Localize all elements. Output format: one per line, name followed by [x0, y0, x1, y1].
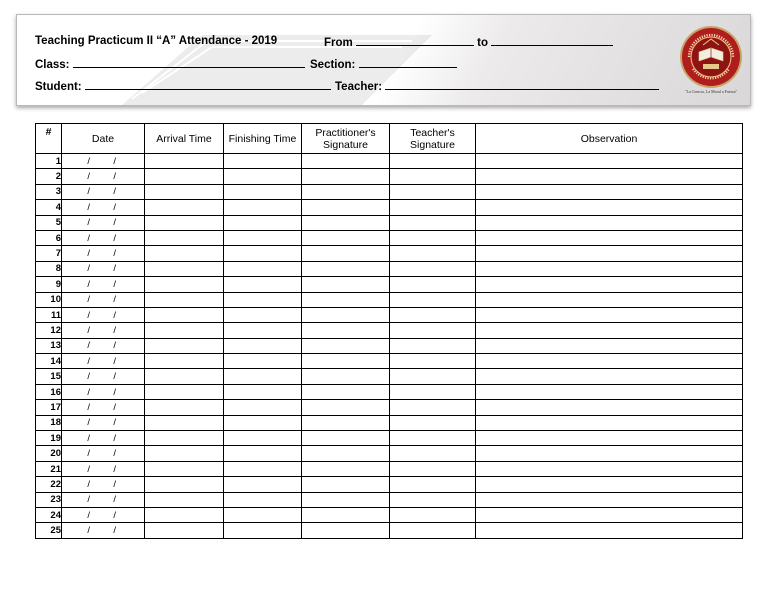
from-label: From: [324, 37, 353, 49]
date-separator: /: [113, 509, 116, 521]
practitioner-signature-cell[interactable]: [302, 246, 390, 261]
teacher-signature-cell[interactable]: [390, 215, 476, 230]
date-separator: /: [87, 324, 90, 336]
practitioner-signature-cell[interactable]: [302, 277, 390, 292]
seal-motto: "La Ciencia, La Moral a Fuerza": [684, 89, 738, 94]
observation-cell[interactable]: [476, 277, 743, 292]
teacher-signature-cell[interactable]: [390, 261, 476, 276]
practitioner-signature-cell[interactable]: [302, 200, 390, 215]
date-separator: /: [113, 463, 116, 475]
arrival-time-cell[interactable]: [145, 292, 224, 307]
teacher-signature-cell[interactable]: [390, 446, 476, 461]
arrival-time-cell[interactable]: [145, 415, 224, 430]
date-separator: /: [113, 478, 116, 490]
date-cell[interactable]: [62, 261, 145, 276]
date-cell[interactable]: [62, 446, 145, 461]
practitioner-signature-cell[interactable]: [302, 354, 390, 369]
date-separator: /: [87, 386, 90, 398]
observation-cell[interactable]: [476, 523, 743, 538]
table-row: [36, 507, 743, 522]
observation-cell[interactable]: [476, 215, 743, 230]
observation-cell[interactable]: [476, 154, 743, 169]
date-separator: /: [87, 186, 90, 198]
arrival-time-cell[interactable]: [145, 446, 224, 461]
date-separator: /: [113, 294, 116, 306]
finishing-time-cell[interactable]: [224, 354, 302, 369]
class-field[interactable]: [73, 57, 305, 68]
teacher-signature-cell[interactable]: [390, 323, 476, 338]
date-cell[interactable]: [62, 338, 145, 353]
date-separator: /: [87, 463, 90, 475]
teacher-signature-cell[interactable]: [390, 277, 476, 292]
observation-cell[interactable]: [476, 431, 743, 446]
finishing-time-cell[interactable]: [224, 415, 302, 430]
table-header-row: [36, 124, 743, 154]
observation-cell[interactable]: [476, 507, 743, 522]
date-separator: /: [113, 171, 116, 183]
date-separator: /: [113, 232, 116, 244]
row-number: 14: [36, 354, 62, 369]
finishing-time-cell[interactable]: [224, 446, 302, 461]
row-number: 23: [36, 492, 62, 507]
col-header-arrival-time: Arrival Time: [145, 124, 224, 154]
finishing-time-cell[interactable]: [224, 400, 302, 415]
practitioner-signature-cell[interactable]: [302, 507, 390, 522]
date-cell[interactable]: [62, 277, 145, 292]
observation-cell[interactable]: [476, 200, 743, 215]
to-label: to: [477, 37, 489, 49]
col-header-number: #: [36, 124, 62, 154]
date-separator: /: [113, 448, 116, 460]
date-separator: /: [113, 355, 116, 367]
date-cell[interactable]: [62, 431, 145, 446]
practitioner-signature-cell[interactable]: [302, 230, 390, 245]
teacher-signature-cell[interactable]: [390, 507, 476, 522]
finishing-time-cell[interactable]: [224, 492, 302, 507]
teacher-signature-cell[interactable]: [390, 523, 476, 538]
table-row: [36, 292, 743, 307]
practitioner-signature-cell[interactable]: [302, 415, 390, 430]
observation-cell[interactable]: [476, 323, 743, 338]
teacher-signature-cell[interactable]: [390, 461, 476, 476]
date-separator: /: [87, 371, 90, 383]
date-separator: /: [87, 232, 90, 244]
practitioner-signature-cell[interactable]: [302, 292, 390, 307]
table-row: [36, 369, 743, 384]
table-row: [36, 523, 743, 538]
section-field[interactable]: [359, 57, 457, 68]
date-separator: /: [113, 248, 116, 260]
teacher-signature-cell[interactable]: [390, 307, 476, 322]
date-separator: /: [113, 525, 116, 537]
practitioner-signature-cell[interactable]: [302, 184, 390, 199]
row-number: 12: [36, 323, 62, 338]
teacher-line: [335, 79, 659, 93]
practitioner-signature-cell[interactable]: [302, 261, 390, 276]
date-cell[interactable]: [62, 200, 145, 215]
row-number: 13: [36, 338, 62, 353]
table-row: [36, 277, 743, 292]
teacher-signature-cell[interactable]: [390, 492, 476, 507]
attendance-table: [35, 123, 743, 539]
teacher-label: Teacher:: [335, 81, 383, 93]
row-number: 24: [36, 507, 62, 522]
date-cell[interactable]: [62, 400, 145, 415]
date-cell[interactable]: [62, 323, 145, 338]
observation-cell[interactable]: [476, 169, 743, 184]
date-separator: /: [87, 432, 90, 444]
date-cell[interactable]: [62, 184, 145, 199]
row-number: 17: [36, 400, 62, 415]
table-row: [36, 261, 743, 276]
date-separator: /: [113, 371, 116, 383]
table-row: [36, 215, 743, 230]
row-number: 7: [36, 246, 62, 261]
date-separator: /: [87, 201, 90, 213]
date-separator: /: [113, 186, 116, 198]
date-cell[interactable]: [62, 292, 145, 307]
arrival-time-cell[interactable]: [145, 354, 224, 369]
col-header-date: Date: [62, 124, 145, 154]
observation-cell[interactable]: [476, 400, 743, 415]
arrival-time-cell[interactable]: [145, 154, 224, 169]
finishing-time-cell[interactable]: [224, 338, 302, 353]
arrival-time-cell[interactable]: [145, 492, 224, 507]
date-separator: /: [87, 401, 90, 413]
teacher-signature-cell[interactable]: [390, 246, 476, 261]
row-number: 2: [36, 169, 62, 184]
finishing-time-cell[interactable]: [224, 461, 302, 476]
date-cell[interactable]: [62, 369, 145, 384]
student-field[interactable]: [85, 79, 331, 90]
practitioner-signature-cell[interactable]: [302, 400, 390, 415]
arrival-time-cell[interactable]: [145, 431, 224, 446]
finishing-time-cell[interactable]: [224, 154, 302, 169]
teacher-signature-cell[interactable]: [390, 431, 476, 446]
date-separator: /: [113, 324, 116, 336]
arrival-time-cell[interactable]: [145, 323, 224, 338]
title-line: [35, 35, 277, 47]
table-row: [36, 492, 743, 507]
finishing-time-cell[interactable]: [224, 523, 302, 538]
arrival-time-cell[interactable]: [145, 400, 224, 415]
section-line: [310, 57, 457, 71]
teacher-signature-cell[interactable]: [390, 154, 476, 169]
finishing-time-cell[interactable]: [224, 169, 302, 184]
practitioner-signature-cell[interactable]: [302, 446, 390, 461]
teacher-field[interactable]: [385, 79, 659, 90]
finishing-time-cell[interactable]: [224, 431, 302, 446]
date-cell[interactable]: [62, 246, 145, 261]
col-header-practitioner-signature: Practitioner's Signature: [302, 124, 390, 154]
arrival-time-cell[interactable]: [145, 169, 224, 184]
date-separator: /: [113, 217, 116, 229]
attendance-header: [16, 14, 751, 106]
observation-cell[interactable]: [476, 261, 743, 276]
arrival-time-cell[interactable]: [145, 507, 224, 522]
date-separator: /: [87, 294, 90, 306]
observation-cell[interactable]: [476, 384, 743, 399]
date-separator: /: [87, 217, 90, 229]
table-row: [36, 200, 743, 215]
arrival-time-cell[interactable]: [145, 369, 224, 384]
date-separator: /: [113, 309, 116, 321]
practitioner-signature-cell[interactable]: [302, 307, 390, 322]
row-number: 11: [36, 307, 62, 322]
arrival-time-cell[interactable]: [145, 307, 224, 322]
arrival-time-cell[interactable]: [145, 461, 224, 476]
observation-cell[interactable]: [476, 369, 743, 384]
to-field[interactable]: [491, 35, 613, 46]
teacher-signature-cell[interactable]: [390, 292, 476, 307]
observation-cell[interactable]: [476, 492, 743, 507]
teacher-signature-cell[interactable]: [390, 477, 476, 492]
table-row: [36, 477, 743, 492]
practitioner-signature-cell[interactable]: [302, 523, 390, 538]
row-number: 9: [36, 277, 62, 292]
date-cell[interactable]: [62, 307, 145, 322]
observation-cell[interactable]: [476, 446, 743, 461]
teacher-signature-cell[interactable]: [390, 369, 476, 384]
practitioner-signature-cell[interactable]: [302, 477, 390, 492]
date-separator: /: [87, 478, 90, 490]
table-row: [36, 446, 743, 461]
table-row: [36, 415, 743, 430]
row-number: 22: [36, 477, 62, 492]
observation-cell[interactable]: [476, 477, 743, 492]
teacher-signature-cell[interactable]: [390, 384, 476, 399]
date-cell[interactable]: [62, 477, 145, 492]
section-label: Section:: [310, 59, 356, 71]
row-number: 6: [36, 230, 62, 245]
date-range-line: [324, 35, 613, 49]
date-separator: /: [113, 432, 116, 444]
date-separator: /: [113, 340, 116, 352]
arrival-time-cell[interactable]: [145, 230, 224, 245]
teacher-signature-cell[interactable]: [390, 400, 476, 415]
observation-cell[interactable]: [476, 292, 743, 307]
practitioner-signature-cell[interactable]: [302, 431, 390, 446]
practitioner-signature-cell[interactable]: [302, 154, 390, 169]
observation-cell[interactable]: [476, 354, 743, 369]
document-title: Teaching Practicum II “A” Attendance - 2019: [35, 35, 278, 47]
table-row: [36, 169, 743, 184]
row-number: 3: [36, 184, 62, 199]
teacher-signature-cell[interactable]: [390, 354, 476, 369]
teacher-signature-cell[interactable]: [390, 169, 476, 184]
table-row: [36, 338, 743, 353]
date-cell[interactable]: [62, 492, 145, 507]
date-separator: /: [87, 309, 90, 321]
observation-cell[interactable]: [476, 338, 743, 353]
table-row: [36, 154, 743, 169]
from-field[interactable]: [356, 35, 474, 46]
row-number: 5: [36, 215, 62, 230]
date-cell[interactable]: [62, 523, 145, 538]
arrival-time-cell[interactable]: [145, 277, 224, 292]
class-line: [35, 57, 305, 71]
teacher-signature-cell[interactable]: [390, 415, 476, 430]
date-separator: /: [87, 525, 90, 537]
arrival-time-cell[interactable]: [145, 246, 224, 261]
date-separator: /: [113, 401, 116, 413]
practitioner-signature-cell[interactable]: [302, 369, 390, 384]
date-cell[interactable]: [62, 384, 145, 399]
table-row: [36, 384, 743, 399]
row-number: 4: [36, 200, 62, 215]
observation-cell[interactable]: [476, 246, 743, 261]
university-seal-logo: [679, 25, 743, 89]
date-cell[interactable]: [62, 507, 145, 522]
practitioner-signature-cell[interactable]: [302, 215, 390, 230]
date-separator: /: [113, 155, 116, 167]
observation-cell[interactable]: [476, 184, 743, 199]
date-separator: /: [113, 201, 116, 213]
observation-cell[interactable]: [476, 307, 743, 322]
row-number: 21: [36, 461, 62, 476]
finishing-time-cell[interactable]: [224, 477, 302, 492]
table-row: [36, 307, 743, 322]
teacher-signature-cell[interactable]: [390, 184, 476, 199]
practitioner-signature-cell[interactable]: [302, 323, 390, 338]
table-row: [36, 400, 743, 415]
arrival-time-cell[interactable]: [145, 200, 224, 215]
date-separator: /: [87, 171, 90, 183]
finishing-time-cell[interactable]: [224, 507, 302, 522]
date-separator: /: [87, 340, 90, 352]
finishing-time-cell[interactable]: [224, 384, 302, 399]
observation-cell[interactable]: [476, 230, 743, 245]
row-number: 10: [36, 292, 62, 307]
date-separator: /: [87, 417, 90, 429]
teacher-signature-cell[interactable]: [390, 338, 476, 353]
date-cell[interactable]: [62, 169, 145, 184]
arrival-time-cell[interactable]: [145, 477, 224, 492]
table-row: [36, 461, 743, 476]
date-separator: /: [113, 494, 116, 506]
date-cell[interactable]: [62, 354, 145, 369]
practitioner-signature-cell[interactable]: [302, 461, 390, 476]
date-separator: /: [87, 355, 90, 367]
teacher-signature-cell[interactable]: [390, 200, 476, 215]
arrival-time-cell[interactable]: [145, 338, 224, 353]
date-separator: /: [113, 417, 116, 429]
finishing-time-cell[interactable]: [224, 261, 302, 276]
row-number: 8: [36, 261, 62, 276]
finishing-time-cell[interactable]: [224, 215, 302, 230]
date-cell[interactable]: [62, 230, 145, 245]
arrival-time-cell[interactable]: [145, 523, 224, 538]
teacher-signature-cell[interactable]: [390, 230, 476, 245]
observation-cell[interactable]: [476, 415, 743, 430]
class-label: Class:: [35, 59, 70, 71]
practitioner-signature-cell[interactable]: [302, 384, 390, 399]
date-separator: /: [113, 263, 116, 275]
student-label: Student:: [35, 81, 82, 93]
finishing-time-cell[interactable]: [224, 307, 302, 322]
date-cell[interactable]: [62, 154, 145, 169]
table-row: [36, 431, 743, 446]
row-number: 18: [36, 415, 62, 430]
arrival-time-cell[interactable]: [145, 184, 224, 199]
table-row: [36, 246, 743, 261]
row-number: 20: [36, 446, 62, 461]
date-separator: /: [87, 155, 90, 167]
attendance-rows: [36, 154, 743, 539]
finishing-time-cell[interactable]: [224, 230, 302, 245]
date-separator: /: [113, 386, 116, 398]
arrival-time-cell[interactable]: [145, 215, 224, 230]
practitioner-signature-cell[interactable]: [302, 492, 390, 507]
date-separator: /: [87, 248, 90, 260]
row-number: 16: [36, 384, 62, 399]
col-header-finishing-time: Finishing Time: [224, 124, 302, 154]
practitioner-signature-cell[interactable]: [302, 169, 390, 184]
row-number: 19: [36, 431, 62, 446]
date-separator: /: [87, 494, 90, 506]
date-cell[interactable]: [62, 415, 145, 430]
table-row: [36, 354, 743, 369]
date-separator: /: [87, 263, 90, 275]
student-line: [35, 79, 331, 93]
table-row: [36, 323, 743, 338]
row-number: 15: [36, 369, 62, 384]
date-separator: /: [113, 278, 116, 290]
table-row: [36, 184, 743, 199]
date-separator: /: [87, 509, 90, 521]
finishing-time-cell[interactable]: [224, 200, 302, 215]
observation-cell[interactable]: [476, 461, 743, 476]
table-row: [36, 230, 743, 245]
finishing-time-cell[interactable]: [224, 292, 302, 307]
arrival-time-cell[interactable]: [145, 384, 224, 399]
finishing-time-cell[interactable]: [224, 277, 302, 292]
practitioner-signature-cell[interactable]: [302, 338, 390, 353]
date-separator: /: [87, 448, 90, 460]
col-header-teacher-signature: Teacher's Signature: [390, 124, 476, 154]
date-cell[interactable]: [62, 461, 145, 476]
date-separator: /: [87, 278, 90, 290]
finishing-time-cell[interactable]: [224, 184, 302, 199]
date-cell[interactable]: [62, 215, 145, 230]
finishing-time-cell[interactable]: [224, 369, 302, 384]
row-number: 1: [36, 154, 62, 169]
arrival-time-cell[interactable]: [145, 261, 224, 276]
row-number: 25: [36, 523, 62, 538]
finishing-time-cell[interactable]: [224, 246, 302, 261]
finishing-time-cell[interactable]: [224, 323, 302, 338]
col-header-observation: Observation: [476, 124, 743, 154]
